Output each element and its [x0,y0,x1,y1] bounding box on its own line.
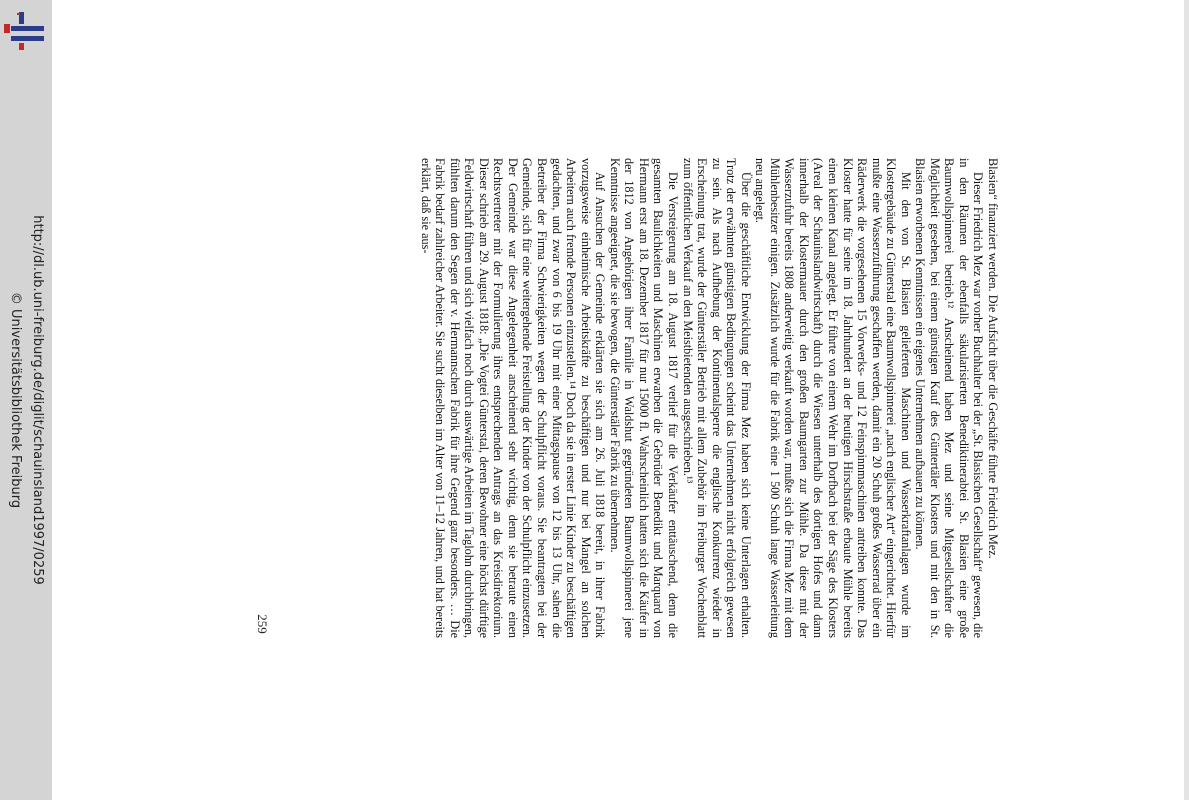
permalink-url[interactable]: http://dl.ub.uni-freiburg.de/diglit/schauinsland1997/0259 [30,215,45,585]
paragraph: Blasien“ finanziert werden. Die Aufsicht über die Geschäfte führte Friedrich Mez. [986,158,1000,559]
viewer-sidebar [0,0,52,800]
paragraph: Über die geschäftliche Entwicklung der Firma Mez haben sich keine Unterlagen erhalten. Trotz der erwähnten günstigen Bedingungen scheint das Unternehmen nicht erfolgreich gewesen zu sein. Als nach Aufhebung der Kontinentalsperre die englische Konkurrenz wieder in Erscheinung trat, wurde der Günterstäler Betrieb mit allem Zubehör im Freiburger Wochenblatt zum öffentlichen Verkauf an den Meistbietenden ausgeschrieben.¹³ [680,158,753,638]
paragraph: Dieser Friedrich Mez war vorher Buchhalter bei der „St. Blasischen Gesellschaft“ gewesen, die in den Räumen der ebenfalls säkularisierten Benediktinerabtei St. Blasien eine große Baumwollspinnerei betrieb.¹² Anscheinend haben Mez und seine Mitgesellschafter die Möglichkeit gesehen, bei einem günstigen Kauf des Güntertäler Klosters und mit den in St. Blasien erworbenen Kenntnissen ein eigenes Unternehmen aufbauen zu können. [913,158,986,638]
copyright-notice: © Universitätsbibliothek Freiburg [8,291,23,509]
scrollbar-edge[interactable] [1184,0,1189,800]
sidebar-caption [4,215,48,585]
paragraph: Die Versteigerung am 18. August 1817 verlief für die Verkäufer enttäuschend, denn die gesamten Baulichkeiten und Maschinen erwarben die Gebrüder Benedikt und Marquard von Hermann erst am 18. Dezember 1817 für nur 15000 fl. Wahrscheinlich hatten sich die Käufer in der 1812 von Angehörigen ihrer Familie in Waldshut gegründeten Baumwollspinnerei jene Kenntnisse angeeignet, die sie bewogen, die Günterstäler Fabrik zu übernehmen. [607,158,680,638]
scanned-page-text [418,158,1000,638]
paragraph: Auf Ansuchen der Gemeinde erklärten sie sich am 26. Juli 1818 bereit, in ihrer Fabrik vorzugsweise einheimische Arbeitskräfte zu beschäftigen und nur bei Mangel an solchen Arbeitern auch fremde Personen einzustellen.¹⁴ Doch da sie in erster Linie Kinder zu beschäftigen gedachten, und zwar von 6 bis 19 Uhr mit einer Mittagspause von 12 bis 13 Uhr, sahen die Betreiber der Firma Schwierigkeiten wegen der Schulpflicht voraus. Sie beantragten bei der Gemeinde, sich für eine weitergehende Freistellung der Kinder von der Schulpflicht einzusetzen. Der Gemeinde war diese Angelegenheit anscheinend sehr wichtig, denn sie betraute einen Rechtsvertreter mit der Formulierung ihres entsprechenden Antrags an das Kreisdirektorium. Dieser schrieb am 29. August 1818: „Die Vogtei Günterstal, deren Bewohner eine höchst dürftige Feldwirtschaft führen und sich vielfach noch durch auswärtige Arbeiten im Taglohn durchbringen, fühlten darum den Segen der v. Hermannschen Fabrik für ihre Gegend ganz besonders. … Die Fabrik bedarf zahlreicher Arbeiter. Sie sucht dieselben im Alter von 11–12 Jahren, und hat bereits erklärt, daß sie aus- [418,158,608,638]
page-number: 259 [255,614,270,634]
paragraph: Mit den von St. Blasien gelieferten Maschinen und Wasserkraftanlagen wurde im Klostergebäude zu Günterstal eine Baumwollspinnerei „nach englischer Art“ eingerichtet. Hierfür mußte eine Wasserzuführung geschaffen werden, damit ein 20 Schuh großes Wasserrad über ein Räderwerk die vorgesehenen 15 Vorwerks- und 12 Feinspinnmaschinen antreiben konnte. Das Kloster hatte für seine im 18. Jahrhundert an der heutigen Hirschstraße erbaute Mühle bereits einen kleinen Kanal angelegt. Er führte von einem Wehr im Dorfbach bei der Säge des Klosters (Areal der Schauinslandwirtschaft) durch die Wiesen unterhalb des dortigen Hofes und dann innerhalb der Klostermauer durch den großen Baumgarten zur Mühle. Da diese mit der Wasserzufuhr bereits 1808 anderweitig verkauft worden war, mußte sich die Firma Mez mit dem Mühlenbesitzer einigen. Zusätzlich wurde für die Fabrik eine 1 500 Schuh lange Wasserleitung neu angelegt. [753,158,913,638]
university-logo-icon [2,10,44,50]
